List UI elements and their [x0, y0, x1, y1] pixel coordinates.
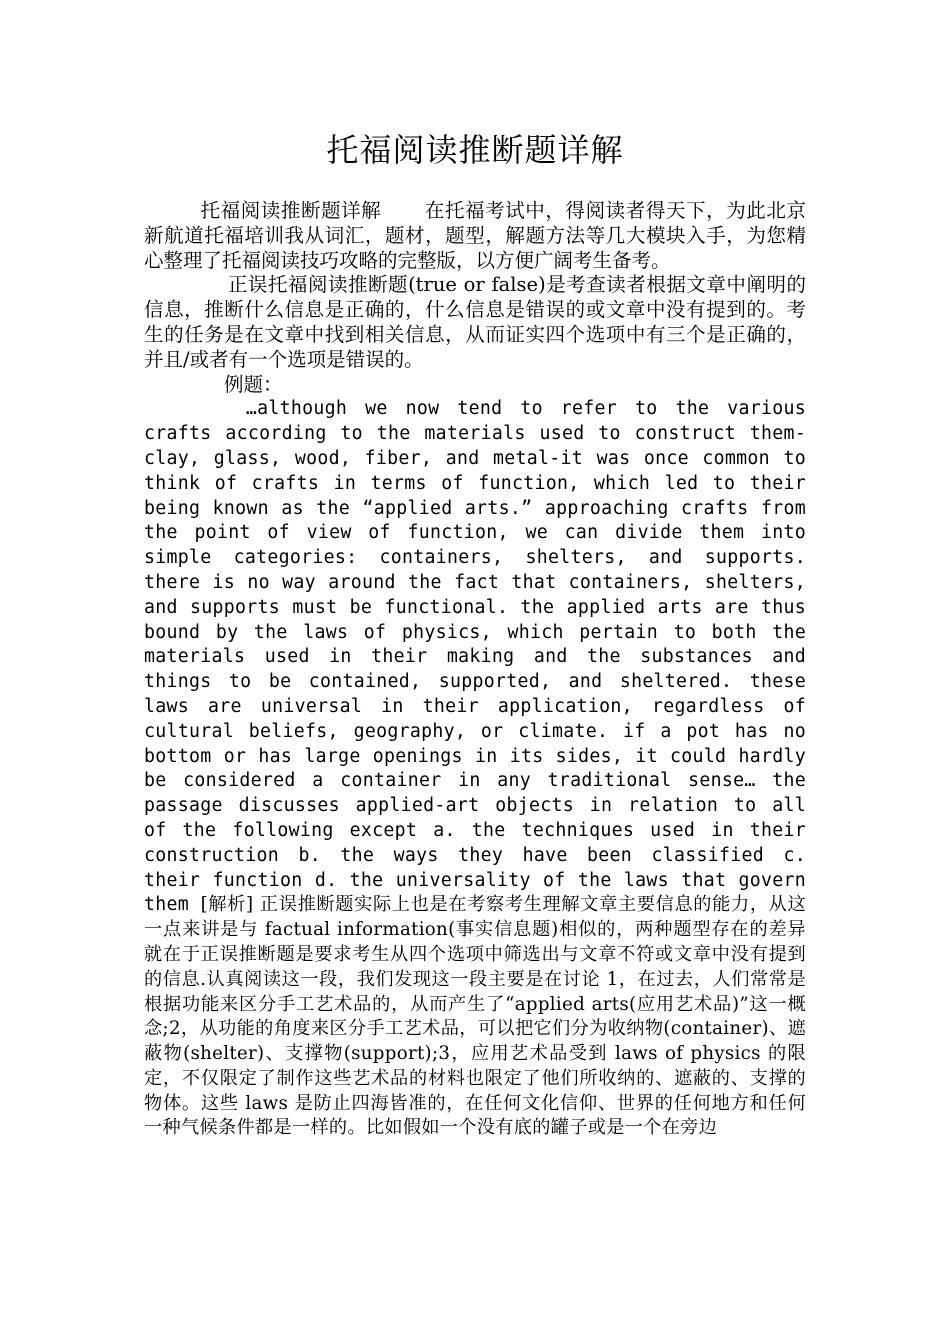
option-b: b. the ways they have been classified [298, 844, 765, 866]
example-passage: …although we now tend to refer to the various crafts according to the materials used to construct them-clay, glass, wood, fiber, and metal-it was once common to think of crafts in terms of function, which led to their being known as the “applied arts.” approaching crafts from the point of view of function, we can divide them into simple categories: containers, shelters, and supports. there is no way around the fact that containers, shelters, and supports must be functional. the applied arts are thus bound by the laws of physics, which pertain to both the materials used in their making and the substances and things to be contained, supported, and sheltered. these laws are universal in their application, regardless of cultural beliefs, geography, or climate. if a pot has no bottom or has large openings in its sides, it could hardly be considered a container in any traditional sense… [144, 398, 806, 792]
definition-paragraph: 正误托福阅读推断题(true or false)是考查读者根据文章中阐明的信息，推断什么信息是正确的，什么信息是错误的或文章中没有提到的。考生的任务是在文章中找到相关信息，从而证实四个选项中有三个是正确的，并且/或者有一个选项是错误的。 [144, 273, 806, 371]
option-a: a. the techniques used in their construction [144, 819, 807, 866]
intro-paragraph [144, 199, 806, 273]
intro-lead: 托福阅读推断题详解 [200, 199, 382, 222]
document-body [144, 199, 806, 1141]
intro-text: 在托福考试中，得阅读者得天下，为此北京新航道托福培训我从词汇，题材，题型，解题方法等几大模块入手，为您精心整理了托福阅读技巧攻略的完整版，以方便广阔考生备考。 [144, 199, 806, 272]
option-d: d. the universality of the laws that govern them [144, 869, 807, 916]
document-title: 托福阅读推断题详解 [326, 131, 624, 169]
example-question: the passage discusses applied-art objects in relation to all of the following except [144, 770, 806, 841]
example-label: 例题： [223, 372, 283, 396]
example-passage-block [144, 397, 806, 1141]
analysis-text: [解析] 正误推断题实际上也是在考察考生理解文章主要信息的能力，从这一点来讲是与 factual information(事实信息题)相似的，两种题型存在的差异就在于正误推断题是要求考生从四个选项中筛选出与文章不符或文章中没有提到的信息.认真阅读这一段，我们发现这一段主要是在讨论 1，在过去，人们常常是根据功能来区分手工艺术品的，从而产生了“applied arts(应用艺术品)”这一概念;2，从功能的角度来区分手工艺术品，可以把它们分为收纳物(container)、遮蔽物(shelter)、支撑物(support);3，应用艺术品受到 laws of physics 的限定，不仅限定了制作这些艺术品的材料也限定了他们所收纳的、遮蔽的、支撑的物体。这些 laws 是防止四海皆准的，在任何文化信仰、世界的任何地方和任何一种气候条件都是一样的。比如假如一个没有底的罐子或是一个在旁边 [144, 894, 806, 1139]
option-c: c. their function [144, 844, 806, 891]
